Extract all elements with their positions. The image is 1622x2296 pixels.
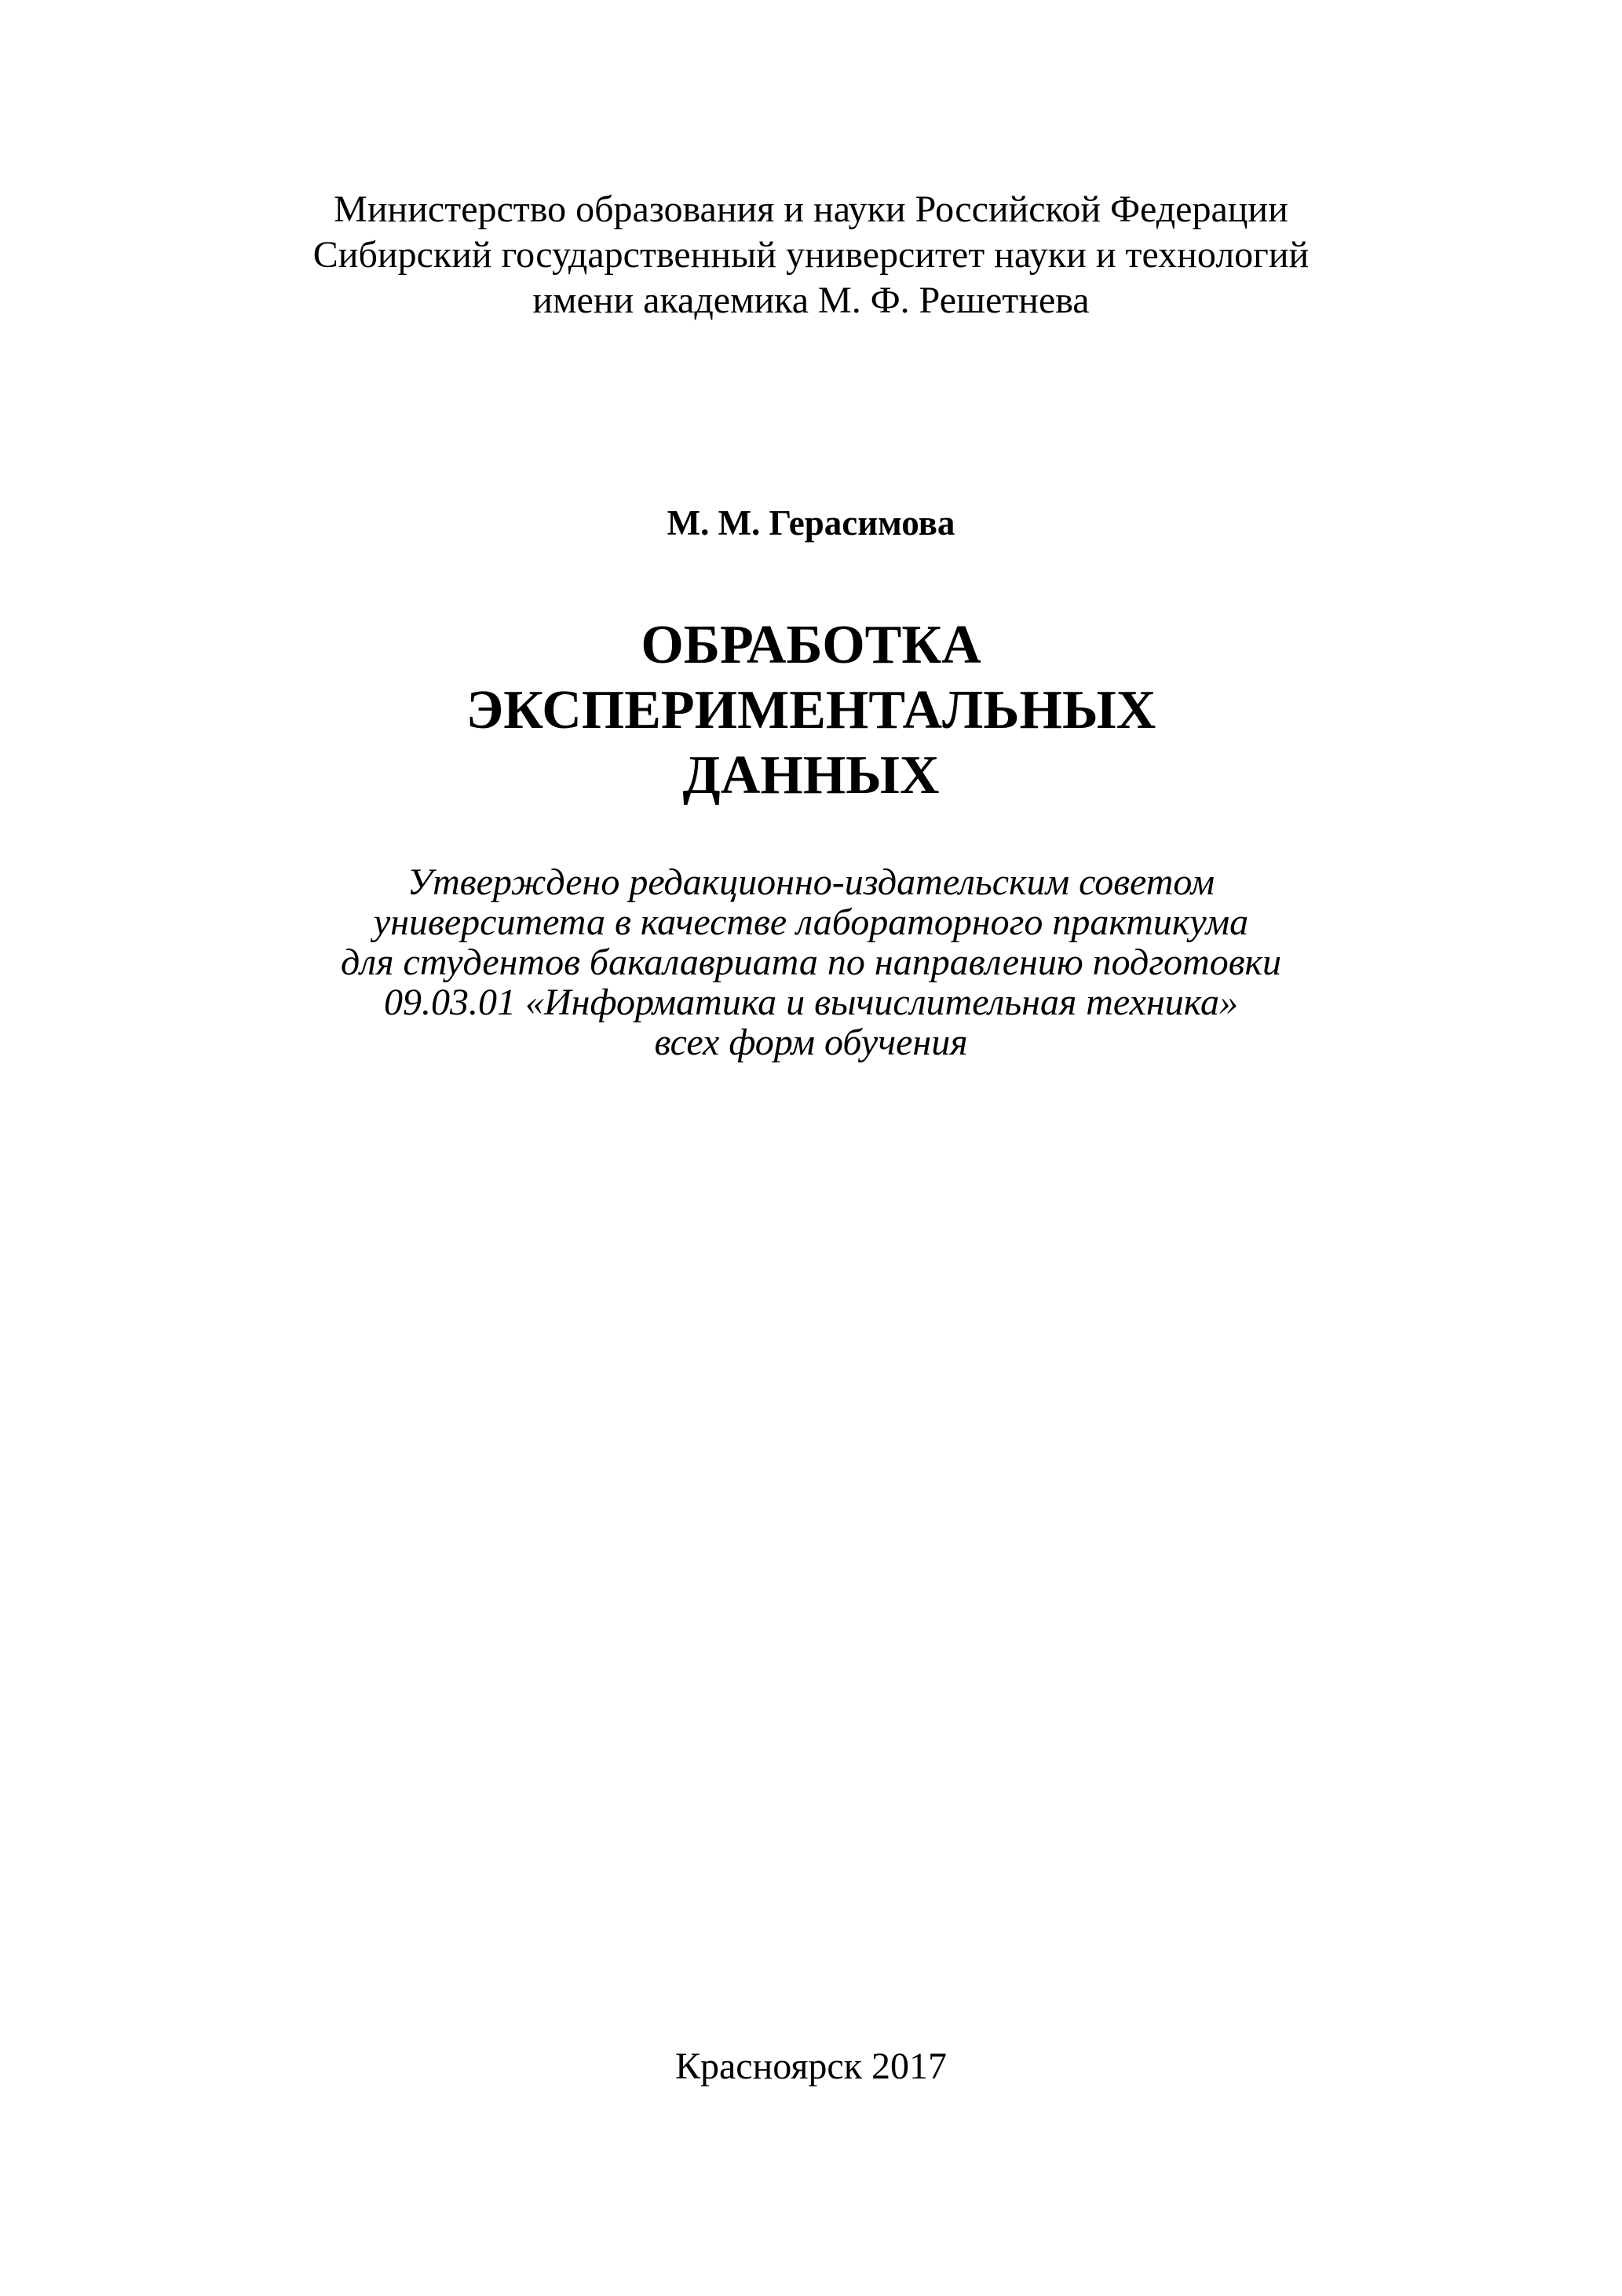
ministry-line: Министерство образования и науки Российской Федерации — [334, 188, 1288, 230]
approval-line: университета в качестве лабораторного практикума — [373, 901, 1249, 943]
title-line: ОБРАБОТКА — [641, 615, 981, 675]
title-line: ДАННЫХ — [682, 745, 940, 806]
approval-line: Утверждено редакционно-издательским советом — [407, 861, 1215, 903]
title-line: ЭКСПЕРИМЕНТАЛЬНЫХ — [466, 680, 1156, 740]
approval-statement — [0, 862, 1622, 1062]
book-title — [0, 612, 1622, 808]
approval-line: 09.03.01 «Информатика и вычислительная техника» — [384, 982, 1238, 1023]
university-line: Сибирский государственный университет науки и технологий — [312, 234, 1310, 276]
approval-line: для студентов бакалавриата по направлению подготовки — [340, 941, 1281, 983]
city-year: Красноярск 2017 — [674, 2046, 948, 2087]
organization-header — [0, 187, 1622, 324]
author-name: М. М. Герасимова — [667, 503, 955, 543]
university-name-line: имени академика М. Ф. Решетнева — [532, 280, 1090, 321]
approval-line: всех форм обучения — [654, 1022, 968, 1063]
